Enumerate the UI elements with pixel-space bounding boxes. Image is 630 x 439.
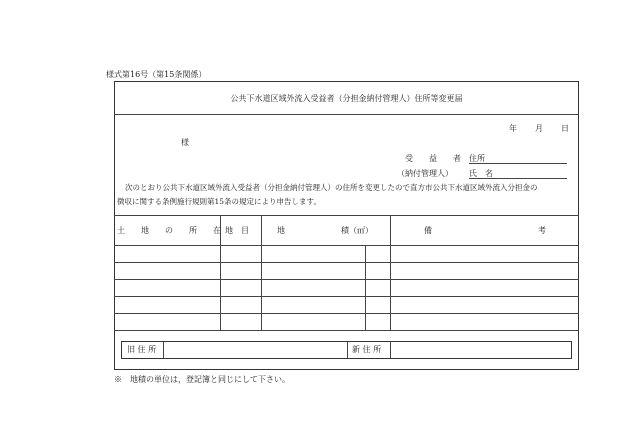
cell-remarks[interactable] xyxy=(392,317,576,329)
cell-area[interactable] xyxy=(263,266,363,278)
new-address-field[interactable] xyxy=(392,344,570,357)
old-address-divider xyxy=(163,341,164,359)
cell-land-category[interactable] xyxy=(222,317,259,329)
date-day-label: 日 xyxy=(561,124,569,133)
cell-location[interactable] xyxy=(116,283,218,295)
new-address-label-divider-left xyxy=(347,341,348,359)
table-top-line xyxy=(114,215,579,216)
cell-land-category[interactable] xyxy=(222,266,259,278)
cell-area-decimal[interactable] xyxy=(367,266,388,278)
header-land-category: 地 目 xyxy=(225,226,249,235)
footnote: ※ 地積の単位は，登記簿と同じにして下さい。 xyxy=(114,375,290,384)
cell-land-category[interactable] xyxy=(222,283,259,295)
body-text-line1: 次のとおり公共下水道区域外流入受益者（分担金納付管理人）の住所を変更したので直方市公共下水道区域外流入分担金の xyxy=(125,183,538,192)
cell-area[interactable] xyxy=(263,300,363,312)
applicant-name-underline[interactable] xyxy=(469,178,567,179)
form-title: 公共下水道区域外流入受益者（分担金納付管理人）住所等変更届 xyxy=(230,94,463,103)
cell-location[interactable] xyxy=(116,266,218,278)
beneficiary-label: 受 益 者 xyxy=(405,154,461,163)
cell-area-decimal[interactable] xyxy=(367,283,388,295)
new-address-label: 新 住 所 xyxy=(352,345,382,354)
addressee-suffix: 様 xyxy=(181,138,189,147)
cell-location[interactable] xyxy=(116,317,218,329)
title-divider xyxy=(114,114,579,115)
new-address-label-divider-right xyxy=(390,341,391,359)
col-divider-area-decimal xyxy=(365,245,366,330)
table-row-line xyxy=(114,313,579,314)
applicant-name-label: 氏 名 xyxy=(469,169,493,178)
header-location: 土 地 の 所 在 xyxy=(117,226,221,235)
cell-area[interactable] xyxy=(263,249,363,261)
cell-area-decimal[interactable] xyxy=(367,317,388,329)
cell-location[interactable] xyxy=(116,300,218,312)
cell-area-decimal[interactable] xyxy=(367,249,388,261)
header-remarks-left: 備 xyxy=(424,226,432,235)
table-row-line xyxy=(114,262,579,263)
header-remarks-right: 考 xyxy=(538,226,546,235)
old-address-label: 旧 住 所 xyxy=(127,345,157,354)
cell-land-category[interactable] xyxy=(222,249,259,261)
cell-remarks[interactable] xyxy=(392,266,576,278)
body-text-line2: 徴収に関する条例施行規則第15条の規定により申告します。 xyxy=(117,197,321,206)
table-row-line xyxy=(114,296,579,297)
table-header-bottom-line xyxy=(114,245,579,246)
form-number: 様式第16号（第15条関係） xyxy=(106,70,207,79)
cell-area-decimal[interactable] xyxy=(367,300,388,312)
date-month-label: 月 xyxy=(535,124,543,133)
table-row-line xyxy=(114,279,579,280)
col-divider-category xyxy=(261,215,262,330)
header-area: 地 積（㎡） xyxy=(277,226,373,235)
table-bottom-line xyxy=(114,330,579,331)
cell-location[interactable] xyxy=(116,249,218,261)
applicant-address-label: 住所 xyxy=(469,154,485,163)
cell-remarks[interactable] xyxy=(392,283,576,295)
cell-land-category[interactable] xyxy=(222,300,259,312)
cell-remarks[interactable] xyxy=(392,300,576,312)
old-address-field[interactable] xyxy=(165,344,345,357)
applicant-address-underline[interactable] xyxy=(469,163,567,164)
agent-label: （納付管理人） xyxy=(397,169,453,178)
cell-remarks[interactable] xyxy=(392,249,576,261)
date-year-label: 年 xyxy=(509,124,517,133)
col-divider-area xyxy=(390,215,391,330)
cell-area[interactable] xyxy=(263,317,363,329)
cell-area[interactable] xyxy=(263,283,363,295)
